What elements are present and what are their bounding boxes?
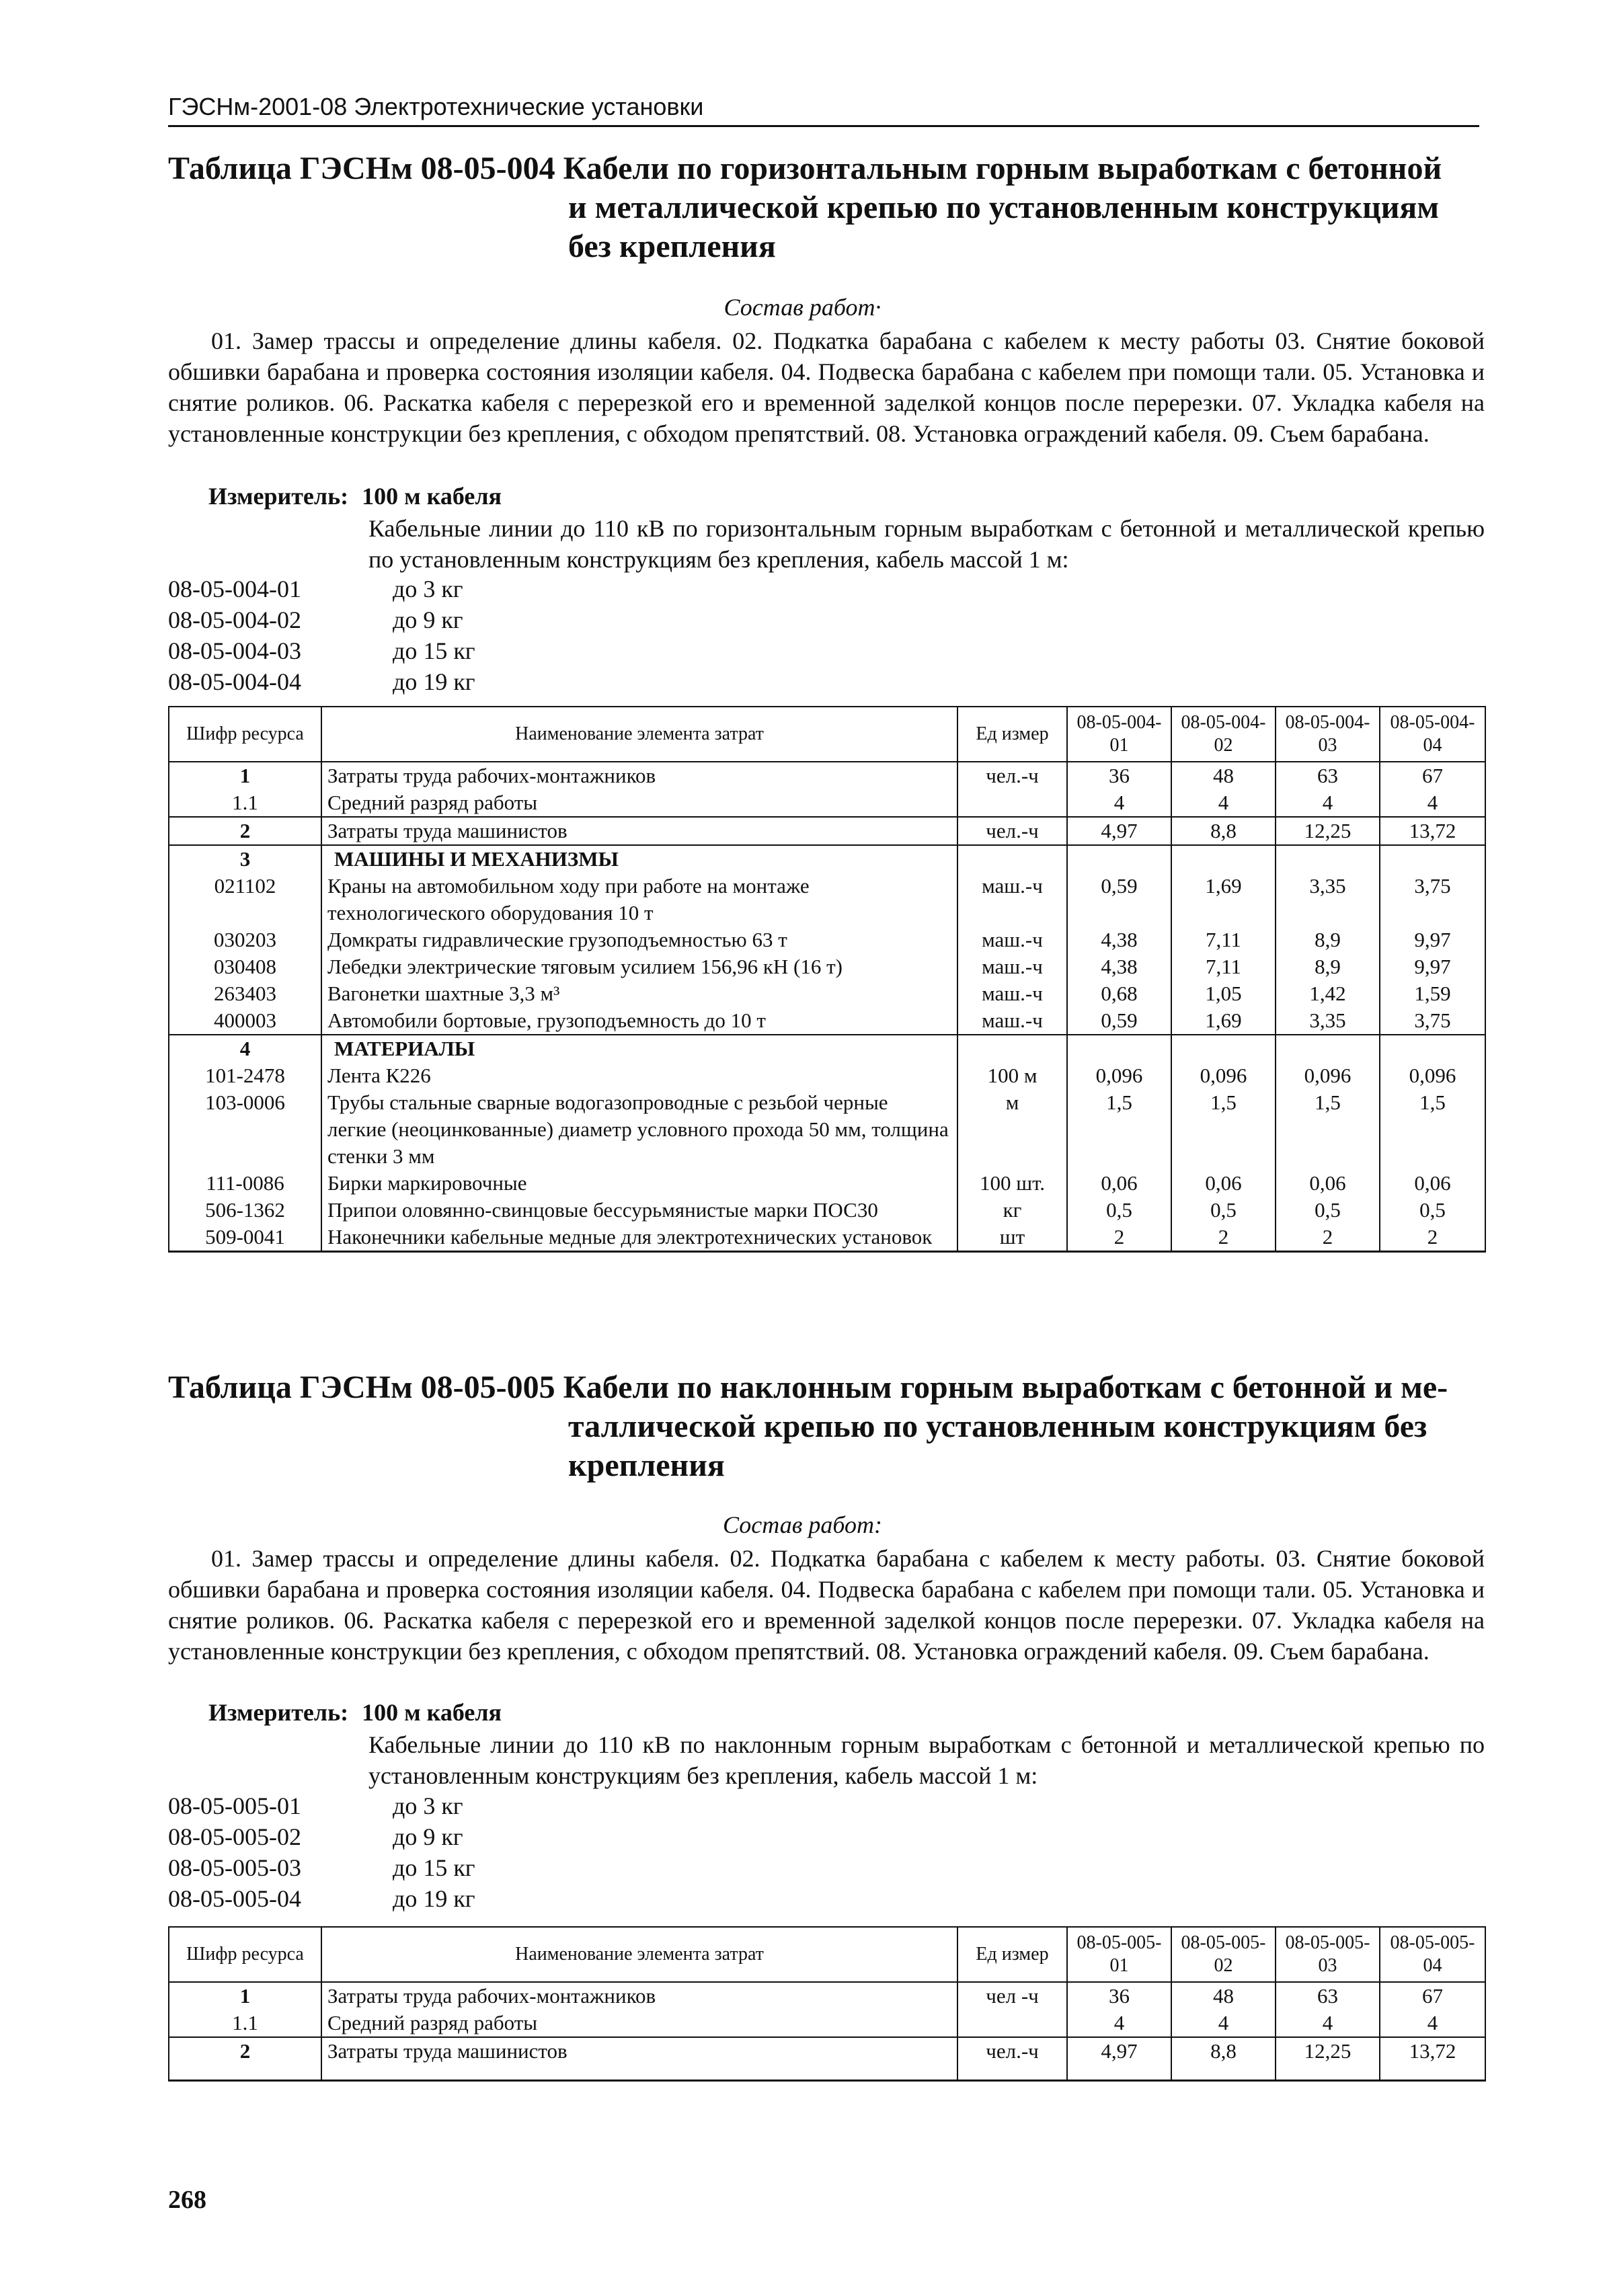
scope-text: Кабельные линии до 110 кВ по наклонным горным выработкам с бетонной и металлической крепью по установленным конструкциям без крепления, кабель массой 1 м: (368, 1731, 1485, 1789)
resource-unit: 100 м (957, 1062, 1067, 1089)
resource-code: 030408 (169, 953, 321, 980)
table-title-line: крепления (568, 1448, 725, 1483)
table-row (169, 2037, 1485, 2080)
resource-value: 0,5 (1276, 1197, 1380, 1224)
resource-value: 4 (1067, 789, 1171, 817)
resource-name: Затраты труда рабочих-монтажников (321, 1982, 957, 2010)
table-title-prefix: Таблица ГЭСНм 08-05-004 (168, 151, 555, 186)
resource-value: 67 (1380, 1982, 1485, 2010)
section-title: МАТЕРИАЛЫ (321, 1035, 957, 1062)
resource-value: 8,8 (1171, 2037, 1276, 2080)
resource-value: 13,72 (1380, 817, 1485, 845)
resource-value: 7,11 (1171, 953, 1276, 980)
table-row (169, 1170, 1485, 1197)
resource-name: Затраты труда машинистов (321, 2037, 957, 2080)
resource-value: 0,5 (1171, 1197, 1276, 1224)
resource-value: 1,59 (1380, 980, 1485, 1007)
resource-value: 36 (1067, 762, 1171, 789)
norm-code: 08-05-005-03 (168, 1854, 301, 1881)
norm-code-desc: до 3 кг (393, 1792, 463, 1819)
resource-value: 4,38 (1067, 926, 1171, 953)
resource-code: 1.1 (169, 2010, 321, 2037)
resource-unit: маш.-ч (957, 980, 1067, 1007)
resource-value: 4 (1171, 789, 1276, 817)
column-header: 08-05-005-04 (1380, 1927, 1485, 1982)
resource-code: 030203 (169, 926, 321, 953)
page-number: 268 (168, 2186, 206, 2214)
norm-code-desc: до 9 кг (393, 1823, 463, 1850)
resource-code: 111-0086 (169, 1170, 321, 1197)
resource-value: 0,68 (1067, 980, 1171, 1007)
work-composition-heading: Состав работ· (723, 294, 882, 321)
norm-code-desc: до 9 кг (393, 606, 463, 633)
resource-value: 63 (1276, 762, 1380, 789)
column-header: Ед измер (957, 1927, 1067, 1982)
table-row (169, 926, 1485, 953)
resource-value: 67 (1380, 762, 1485, 789)
column-header: Шифр ресурса (169, 707, 321, 762)
resource-value: 4 (1276, 2010, 1380, 2037)
resource-unit: чел.-ч (957, 2037, 1067, 2080)
norm-code-item (168, 666, 475, 697)
resource-code: 101-2478 (169, 1062, 321, 1089)
work-composition-text: 01. Замер трассы и определение длины кабеля. 02. Подкатка барабана с кабелем к месту работы. 03. Снятие боковой обшивки барабана и проверка состояния изоляции кабеля. 04. Подвеска барабана с кабелем при помощи тали. 05. Установка и снятие роликов. 06. Раскатка кабеля с перерезкой его и временной заделкой концов после перерезки. 07. Укладка кабеля на установленные конструкции без крепления, с обходом препятствий. 08. Установка ограждений кабеля. 09. Съем барабана. (168, 1545, 1485, 1665)
resource-value: 0,5 (1067, 1197, 1171, 1224)
resource-value: 63 (1276, 1982, 1380, 2010)
norm-code: 08-05-004-03 (168, 637, 301, 664)
resource-code: 1 (169, 1982, 321, 2010)
resource-unit: маш.-ч (957, 1007, 1067, 1035)
resource-unit: 100 шт. (957, 1170, 1067, 1197)
resource-name: Затраты труда машинистов (321, 817, 957, 845)
resource-value: 2 (1380, 1224, 1485, 1252)
table-row (169, 1062, 1485, 1089)
resource-name: Автомобили бортовые, грузоподъемность до 10 т (321, 1007, 957, 1035)
norm-code-desc: до 19 кг (393, 668, 475, 695)
resource-code: 263403 (169, 980, 321, 1007)
resource-value: 48 (1171, 1982, 1276, 2010)
table-title-line: и металлической крепью по установленным конструкциям (568, 190, 1440, 225)
table-row (169, 789, 1485, 817)
resource-value: 8,8 (1171, 817, 1276, 845)
norm-code-item (168, 604, 475, 635)
resource-value: 1,69 (1171, 873, 1276, 926)
resource-value: 0,59 (1067, 873, 1171, 926)
resource-name: Бирки маркировочные (321, 1170, 957, 1197)
measure-value: 100 м кабеля (362, 1699, 502, 1726)
measure-unit (208, 1698, 502, 1727)
norm-code: 08-05-005-04 (168, 1885, 301, 1912)
column-header: Наименование элемента затрат (321, 707, 957, 762)
resource-value: 2 (1171, 1224, 1276, 1252)
resource-value: 36 (1067, 1982, 1171, 2010)
work-composition-text: 01. Замер трассы и определение длины кабеля. 02. Подкатка барабана с кабелем к месту работы 03. Снятие боковой обшивки барабана и проверка состояния изоляции кабеля. 04. Подвеска барабана с кабелем при помощи тали. 05. Установка и снятие роликов. 06. Раскатка кабеля с перерезкой его и временной заделкой концов после перерезки. 07. Укладка кабеля на установленные конструкции без крепления, с обходом препятствий. 08. Установка ограждений кабеля. 09. Съем барабана. (168, 327, 1485, 447)
resource-value: 4,97 (1067, 817, 1171, 845)
resource-value: 1,5 (1380, 1089, 1485, 1170)
resource-code: 2 (169, 2037, 321, 2080)
resource-name: Домкраты гидравлические грузоподъемностью 63 т (321, 926, 957, 953)
table-row (169, 762, 1485, 789)
column-header: 08-05-005-01 (1067, 1927, 1171, 1982)
column-header: Наименование элемента затрат (321, 1927, 957, 1982)
resource-value: 1,5 (1067, 1089, 1171, 1170)
table-title-line: Кабели по наклонным горным выработкам с бетонной и ме- (563, 1370, 1448, 1405)
resource-unit (957, 789, 1067, 817)
norm-code: 08-05-004-04 (168, 668, 301, 695)
table-row (169, 980, 1485, 1007)
resource-value: 3,75 (1380, 873, 1485, 926)
resource-value: 4,97 (1067, 2037, 1171, 2080)
resource-name: Краны на автомобильном ходу при работе на монтаже технологического оборудования 10 т (321, 873, 957, 926)
norm-code: 08-05-004-01 (168, 576, 301, 602)
measure-label: Измеритель: (208, 483, 349, 510)
resource-name: Средний разряд работы (321, 2010, 957, 2037)
resource-table (168, 706, 1486, 1253)
table-title-line: без крепления (568, 229, 776, 264)
norm-code-item (168, 1852, 475, 1883)
norm-code-item (168, 635, 475, 666)
table-row (169, 1089, 1485, 1170)
resource-unit: чел.-ч (957, 817, 1067, 845)
resource-unit: чел -ч (957, 1982, 1067, 2010)
section-code: 3 (169, 845, 321, 873)
table-title-line: таллической крепью по установленным конструкциям без (568, 1409, 1427, 1444)
table-row (169, 1007, 1485, 1035)
table-title-prefix: Таблица ГЭСНм 08-05-005 (168, 1370, 555, 1405)
section-title: МАШИНЫ И МЕХАНИЗМЫ (321, 845, 957, 873)
resource-value: 1,5 (1276, 1089, 1380, 1170)
column-header: 08-05-005-02 (1171, 1927, 1276, 1982)
resource-unit: м (957, 1089, 1067, 1170)
resource-value: 0,096 (1276, 1062, 1380, 1089)
table-row (169, 953, 1485, 980)
resource-unit: маш.-ч (957, 873, 1067, 926)
resource-value: 1,05 (1171, 980, 1276, 1007)
resource-value: 1,42 (1276, 980, 1380, 1007)
resource-value: 9,97 (1380, 953, 1485, 980)
resource-name: Трубы стальные сварные водогазопроводные с резьбой черные легкие (неоцинкованные) диаметр условного прохода 50 мм, толщина стенки 3 мм (321, 1089, 957, 1170)
resource-unit: маш.-ч (957, 953, 1067, 980)
resource-value: 0,06 (1380, 1170, 1485, 1197)
resource-name: Лента К226 (321, 1062, 957, 1089)
norm-code-item (168, 1821, 475, 1852)
norm-code-list (168, 1790, 475, 1914)
column-header: 08-05-005-03 (1276, 1927, 1380, 1982)
resource-code: 400003 (169, 1007, 321, 1035)
resource-value: 4 (1380, 789, 1485, 817)
table-row (169, 1197, 1485, 1224)
resource-value: 1,69 (1171, 1007, 1276, 1035)
resource-value: 4 (1380, 2010, 1485, 2037)
resource-code: 1.1 (169, 789, 321, 817)
resource-name: Наконечники кабельные медные для электротехнических установок (321, 1224, 957, 1252)
resource-value: 0,096 (1380, 1062, 1485, 1089)
table-row (169, 1224, 1485, 1252)
table-section-row (169, 1035, 1485, 1062)
measure-label: Измеритель: (208, 1699, 349, 1726)
resource-value: 3,35 (1276, 1007, 1380, 1035)
norm-code-desc: до 3 кг (393, 576, 463, 602)
resource-value: 12,25 (1276, 2037, 1380, 2080)
resource-value: 3,75 (1380, 1007, 1485, 1035)
resource-name: Лебедки электрические тяговым усилием 156,96 кН (16 т) (321, 953, 957, 980)
table-title (168, 1368, 1486, 1485)
table-row (169, 1982, 1485, 2010)
resource-value: 13,72 (1380, 2037, 1485, 2080)
resource-value: 2 (1067, 1224, 1171, 1252)
resource-value: 1,5 (1171, 1089, 1276, 1170)
norm-code-desc: до 19 кг (393, 1885, 475, 1912)
resource-code: 509-0041 (169, 1224, 321, 1252)
resource-code: 103-0006 (169, 1089, 321, 1170)
table-header-row (169, 707, 1485, 762)
resource-value: 0,06 (1067, 1170, 1171, 1197)
norm-code-desc: до 15 кг (393, 1854, 475, 1881)
resource-name: Затраты труда рабочих-монтажников (321, 762, 957, 789)
table-row (169, 2010, 1485, 2037)
column-header: 08-05-004-01 (1067, 707, 1171, 762)
resource-value: 0,096 (1171, 1062, 1276, 1089)
resource-value: 8,9 (1276, 953, 1380, 980)
measure-value: 100 м кабеля (362, 483, 502, 510)
resource-value: 48 (1171, 762, 1276, 789)
table-title (168, 149, 1486, 266)
column-header: Ед измер (957, 707, 1067, 762)
norm-code-item (168, 573, 475, 604)
table-section-row (169, 845, 1485, 873)
resource-code: 2 (169, 817, 321, 845)
table-row (169, 817, 1485, 845)
work-composition-heading: Состав работ: (723, 1511, 882, 1538)
norm-code-list (168, 573, 475, 697)
resource-name: Припои оловянно-свинцовые бессурьмянистые марки ПОС30 (321, 1197, 957, 1224)
resource-value: 4 (1276, 789, 1380, 817)
resource-value: 4 (1171, 2010, 1276, 2037)
norm-code-desc: до 15 кг (393, 637, 475, 664)
column-header: 08-05-004-03 (1276, 707, 1380, 762)
norm-code: 08-05-005-01 (168, 1792, 301, 1819)
resource-value: 3,35 (1276, 873, 1380, 926)
resource-unit: шт (957, 1224, 1067, 1252)
table-title-line: Кабели по горизонтальным горным выработкам с бетонной (563, 151, 1442, 186)
resource-table (168, 1926, 1486, 2082)
resource-value: 4,38 (1067, 953, 1171, 980)
resource-unit: маш.-ч (957, 926, 1067, 953)
norm-code: 08-05-005-02 (168, 1823, 301, 1850)
resource-value: 0,096 (1067, 1062, 1171, 1089)
resource-value: 0,59 (1067, 1007, 1171, 1035)
resource-value: 8,9 (1276, 926, 1380, 953)
resource-code: 021102 (169, 873, 321, 926)
norm-code-item (168, 1790, 475, 1821)
resource-code: 506-1362 (169, 1197, 321, 1224)
resource-value: 12,25 (1276, 817, 1380, 845)
resource-value: 9,97 (1380, 926, 1485, 953)
table-row (169, 873, 1485, 926)
resource-unit: кг (957, 1197, 1067, 1224)
resource-name: Средний разряд работы (321, 789, 957, 817)
scope-text: Кабельные линии до 110 кВ по горизонтальным горным выработкам с бетонной и металлической крепью по установленным конструкциям без крепления, кабель массой 1 м: (368, 515, 1485, 573)
resource-code: 1 (169, 762, 321, 789)
norm-code: 08-05-004-02 (168, 606, 301, 633)
resource-value: 2 (1276, 1224, 1380, 1252)
resource-unit (957, 2010, 1067, 2037)
column-header: 08-05-004-02 (1171, 707, 1276, 762)
resource-value: 0,5 (1380, 1197, 1485, 1224)
resource-value: 4 (1067, 2010, 1171, 2037)
running-header: ГЭСНм-2001-08 Электротехнические установки (168, 93, 1479, 127)
measure-unit (208, 482, 502, 510)
resource-value: 0,06 (1171, 1170, 1276, 1197)
column-header: Шифр ресурса (169, 1927, 321, 1982)
resource-name: Вагонетки шахтные 3,3 м³ (321, 980, 957, 1007)
resource-value: 7,11 (1171, 926, 1276, 953)
table-header-row (169, 1927, 1485, 1982)
norm-code-item (168, 1883, 475, 1914)
resource-unit: чел.-ч (957, 762, 1067, 789)
resource-value: 0,06 (1276, 1170, 1380, 1197)
column-header: 08-05-004-04 (1380, 707, 1485, 762)
section-code: 4 (169, 1035, 321, 1062)
